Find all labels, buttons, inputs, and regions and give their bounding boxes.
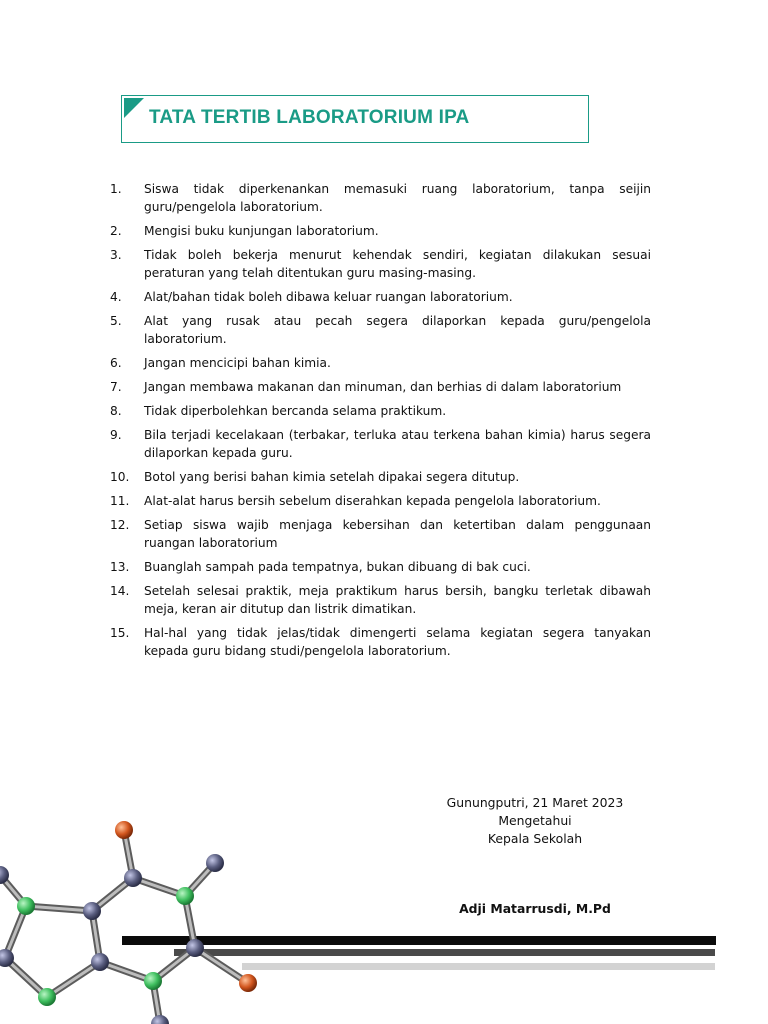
- molecule-atom: [206, 854, 224, 872]
- molecule-atom: [144, 972, 162, 990]
- signature-acknowledge: Mengetahui: [498, 813, 572, 828]
- rule-item: [110, 312, 651, 348]
- molecule-atom: [83, 902, 101, 920]
- rule-text: Jangan mencicipi bahan kimia.: [144, 356, 331, 370]
- signature-role: Kepala Sekolah: [487, 831, 583, 846]
- rule-number: 11.: [110, 494, 130, 508]
- rule-text: Bila terjadi kecelakaan (terbakar, terluka atau terkena bahan kimia) harus segera dilaporkan kepada guru.: [144, 428, 651, 460]
- title-corner-triangle: [124, 98, 144, 118]
- rule-text: Alat/bahan tidak boleh dibawa keluar ruangan laboratorium.: [144, 290, 513, 304]
- molecule-atom: [176, 887, 194, 905]
- rules-list: [110, 180, 651, 666]
- rule-number: 3.: [110, 248, 122, 262]
- rule-item: [110, 582, 651, 618]
- molecule-bond: [195, 948, 248, 983]
- rule-item: [110, 288, 651, 306]
- molecule-atom: [91, 953, 109, 971]
- rule-text: Alat-alat harus bersih sebelum diserahkan kepada pengelola laboratorium.: [144, 494, 601, 508]
- rule-item: [110, 378, 651, 396]
- molecule-bond: [47, 962, 100, 997]
- rule-text: Alat yang rusak atau pecah segera dilaporkan kepada guru/pengelola laboratorium.: [144, 314, 651, 346]
- molecule-atom: [17, 897, 35, 915]
- rule-item: [110, 354, 651, 372]
- rule-text: Hal-hal yang tidak jelas/tidak dimengerti selama kegiatan segera tanyakan kepada guru bidang studi/pengelola laboratorium.: [144, 626, 651, 658]
- rule-item: [110, 492, 651, 510]
- rule-text: Jangan membawa makanan dan minuman, dan berhias di dalam laboratorium: [144, 380, 622, 394]
- rule-number: 12.: [110, 518, 130, 532]
- rule-text: Siswa tidak diperkenankan memasuki ruang laboratorium, tanpa seijin guru/pengelola laboratorium.: [144, 182, 651, 214]
- rule-number: 2.: [110, 224, 122, 238]
- rule-text: Tidak boleh bekerja menurut kehendak sendiri, kegiatan dilakukan sesuai peraturan yang telah ditentukan guru masing-masing.: [144, 248, 651, 280]
- signature-block: [425, 794, 645, 848]
- rule-item: [110, 402, 651, 420]
- rule-text: Botol yang berisi bahan kimia setelah dipakai segera ditutup.: [144, 470, 520, 484]
- decorative-bar-light: [242, 963, 715, 970]
- rule-number: 8.: [110, 404, 122, 418]
- rule-number: 4.: [110, 290, 122, 304]
- rule-text: Setiap siswa wajib menjaga kebersihan dan ketertiban dalam penggunaan ruangan laboratorium: [144, 518, 651, 550]
- molecule-atom: [38, 988, 56, 1006]
- signer-name: Adji Matarrusdi, M.Pd: [459, 901, 611, 916]
- rule-item: [110, 468, 651, 486]
- molecule-atom: [239, 974, 257, 992]
- rule-text: Mengisi buku kunjungan laboratorium.: [144, 224, 379, 238]
- molecule-atom: [124, 869, 142, 887]
- rule-number: 10.: [110, 470, 130, 484]
- rule-number: 7.: [110, 380, 122, 394]
- rule-item: [110, 558, 651, 576]
- rule-item: [110, 222, 651, 240]
- rule-number: 9.: [110, 428, 122, 442]
- rule-number: 5.: [110, 314, 122, 328]
- rule-text: Buanglah sampah pada tempatnya, bukan dibuang di bak cuci.: [144, 560, 531, 574]
- rule-number: 13.: [110, 560, 130, 574]
- rule-item: [110, 624, 651, 660]
- rule-number: 6.: [110, 356, 122, 370]
- place-date: Gunungputri, 21 Maret 2023: [446, 795, 624, 810]
- rule-number: 14.: [110, 584, 130, 598]
- page-title: TATA TERTIB LABORATORIUM IPA: [149, 107, 470, 128]
- title-box: [121, 95, 589, 143]
- rule-item: [110, 516, 651, 552]
- rule-item: [110, 180, 651, 216]
- molecule-atom: [115, 821, 133, 839]
- rule-item: [110, 426, 651, 462]
- molecule-atom: [186, 939, 204, 957]
- rule-text: Setelah selesai praktik, meja praktikum harus bersih, bangku terletak dibawah meja, keran air ditutup dan listrik dimatikan.: [144, 584, 651, 616]
- molecule-illustration: [0, 800, 280, 1024]
- molecule-atom: [151, 1015, 169, 1024]
- rule-number: 1.: [110, 182, 122, 196]
- rule-item: [110, 246, 651, 282]
- rule-number: 15.: [110, 626, 130, 640]
- rule-text: Tidak diperbolehkan bercanda selama praktikum.: [144, 404, 447, 418]
